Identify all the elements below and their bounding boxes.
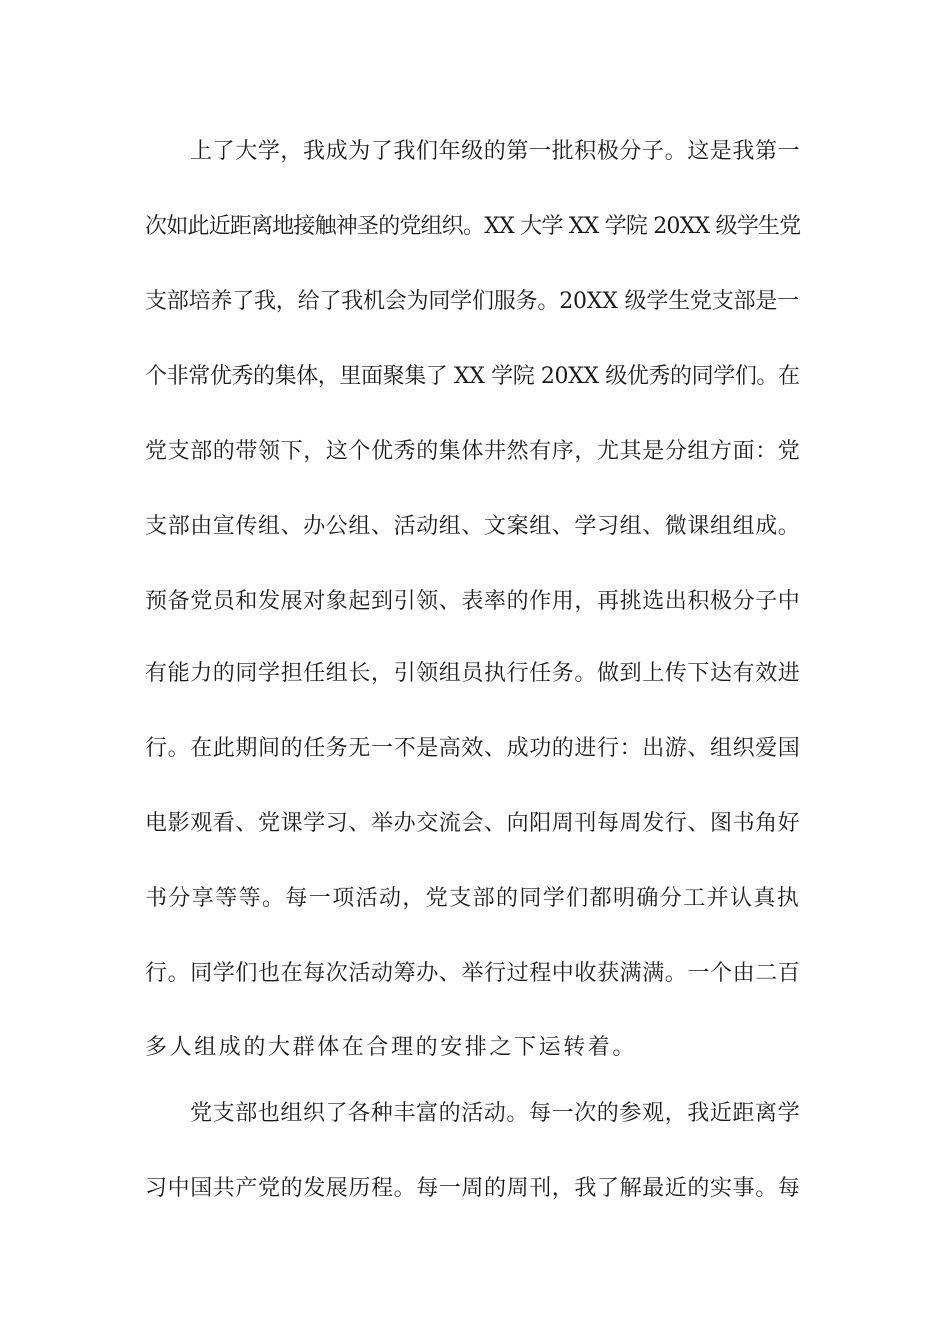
paragraph-1-line-12: 行。同学们也在每次活动筹办、举行过程中收获满满。一个由二百 xyxy=(145,961,801,986)
paragraph-1-line-8: 有能力的同学担任组长，引领组员执行任务。做到上传下达有效进 xyxy=(145,661,801,686)
paragraph-1-line-6: 支部由宣传组、办公组、活动组、文案组、学习组、微课组组成。 xyxy=(145,514,801,539)
paragraph-1-line-7: 预备党员和发展对象起到引领、表率的作用，再挑选出积极分子中 xyxy=(145,589,801,614)
paragraph-1-line-2: 次如此近距离地接触神圣的党组织。XX 大学 XX 学院 20XX 级学生党 xyxy=(145,214,801,239)
paragraph-1-line-11: 书分享等等。每一项活动，党支部的同学们都明确分工并认真执 xyxy=(145,886,801,911)
paragraph-1-line-10: 电影观看、党课学习、举办交流会、向阳周刊每周发行、图书角好 xyxy=(145,811,801,836)
paragraph-1-line-13: 多人组成的大群体在合理的安排之下运转着。 xyxy=(145,1035,638,1060)
paragraph-1-line-1: 上了大学，我成为了我们年级的第一批积极分子。这是我第一 xyxy=(190,139,801,164)
paragraph-1-line-9: 行。在此期间的任务无一不是高效、成功的进行：出游、组织爱国 xyxy=(145,736,801,761)
paragraph-1-line-3: 支部培养了我，给了我机会为同学们服务。20XX 级学生党支部是一 xyxy=(145,289,799,314)
paragraph-2-line-1: 党支部也组织了各种丰富的活动。每一次的参观，我近距离学 xyxy=(190,1101,801,1126)
paragraph-1-line-4: 个非常优秀的集体，里面聚集了 XX 学院 20XX 级优秀的同学们。在 xyxy=(145,364,800,389)
paragraph-2-line-2: 习中国共产党的发展历程。每一周的周刊，我了解最近的实事。每 xyxy=(145,1176,801,1201)
paragraph-1-line-5: 党支部的带领下，这个优秀的集体井然有序，尤其是分组方面：党 xyxy=(145,439,801,464)
